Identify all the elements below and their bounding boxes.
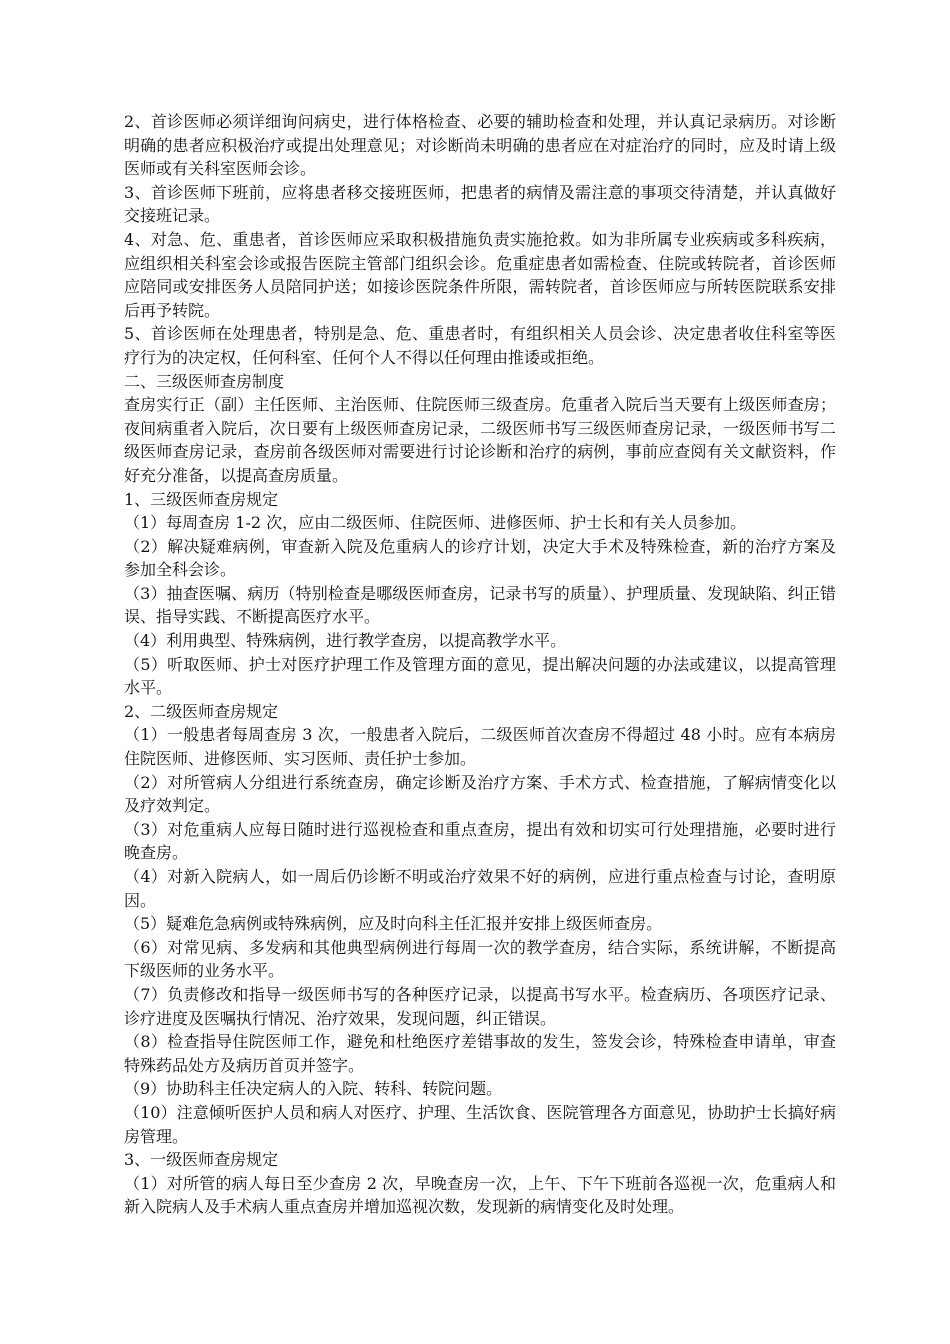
paragraph-ward-rounds-intro: 查房实行正（副）主任医师、主治医师、住院医师三级查房。危重者入院后当天要有上级医师查房；夜间病重者入院后，次日要有上级医师查房记录，二级医师书写三级医师查房记录，一级医师书写二级医师查房记录，查房前各级医师对需要进行讨论诊断和治疗的病例，事前应查阅有关文献资料，作好充分准备，以提高查房质量。 <box>124 395 836 485</box>
list-item-secondary-5: （5）疑难危急病例或特殊病例，应及时向科主任汇报并安排上级医师查房。 <box>124 914 663 934</box>
list-item-secondary-2: （2）对所管病人分组进行系统查房，确定诊断及治疗方案、手术方式、检查措施，了解病情变化以及疗效判定。 <box>124 772 836 816</box>
paragraph-first-visit-2: 2、首诊医师必须详细询问病史，进行体格检查、必要的辅助检查和处理，并认真记录病历。对诊断明确的患者应积极治疗或提出处理意见；对诊断尚未明确的患者应在对症治疗的同时，应及时请上级医师或有关科室医师会诊。 <box>124 112 836 179</box>
list-item-tertiary-4: （4）利用典型、特殊病例，进行教学查房，以提高教学水平。 <box>124 631 567 651</box>
list-item-tertiary-5: （5）听取医师、护士对医疗护理工作及管理方面的意见，提出解决问题的办法或建议，以提高管理水平。 <box>124 654 836 698</box>
subheading-tertiary-rounds: 1、三级医师查房规定 <box>124 489 279 509</box>
list-item-secondary-6: （6）对常见病、多发病和其他典型病例进行每周一次的教学查房，结合实际，系统讲解，不断提高下级医师的业务水平。 <box>124 937 836 981</box>
list-item-secondary-4: （4）对新入院病人，如一周后仍诊断不明或治疗效果不好的病例，应进行重点检查与讨论，查明原因。 <box>124 867 836 910</box>
paragraph-first-visit-3: 3、首诊医师下班前，应将患者移交接班医师，把患者的病情及需注意的事项交待清楚，并认真做好交接班记录。 <box>124 182 836 226</box>
document-body <box>124 110 836 1219</box>
list-item-secondary-7: （7）负责修改和指导一级医师书写的各种医疗记录，以提高书写水平。检查病历、各项医疗记录、诊疗进度及医嘱执行情况、治疗效果，发现问题，纠正错误。 <box>124 984 836 1028</box>
list-item-secondary-9: （9）协助科主任决定病人的入院、转科、转院问题。 <box>124 1079 503 1099</box>
paragraph-first-visit-5: 5、首诊医师在处理患者，特别是急、危、重患者时，有组织相关人员会诊、决定患者收住科室等医疗行为的决定权，任何科室、任何个人不得以任何理由推诿或拒绝。 <box>124 324 836 367</box>
subheading-secondary-rounds: 2、二级医师查房规定 <box>124 701 279 721</box>
list-item-tertiary-2: （2）解决疑难病例，审查新入院及危重病人的诊疗计划，决定大手术及特殊检查，新的治疗方案及参加全科会诊。 <box>124 536 836 580</box>
list-item-secondary-10: （10）注意倾听医护人员和病人对医疗、护理、生活饮食、医院管理各方面意见，协助护士长搞好病房管理。 <box>124 1102 836 1146</box>
list-item-tertiary-1: （1）每周查房 1-2 次，应由二级医师、住院医师、进修医师、护士长和有关人员参加。 <box>124 513 747 533</box>
list-item-secondary-8: （8）检查指导住院医师工作，避免和杜绝医疗差错事故的发生，签发会诊，特殊检查申请单，审查特殊药品处方及病历首页并签字。 <box>124 1032 836 1075</box>
list-item-tertiary-3: （3）抽查医嘱、病历（特别检查是哪级医师查房，记录书写的质量）、护理质量、发现缺陷、纠正错误、指导实践、不断提高医疗水平。 <box>124 583 836 627</box>
section-heading-ward-rounds: 二、三级医师查房制度 <box>124 371 285 391</box>
list-item-secondary-1: （1）一般患者每周查房 3 次，一般患者入院后，二级医师首次查房不得超过 48 小时。应有本病房住院医师、进修医师、实习医师、责任护士参加。 <box>124 725 836 769</box>
subheading-primary-rounds: 3、一级医师查房规定 <box>124 1150 279 1170</box>
paragraph-first-visit-4: 4、对急、危、重患者，首诊医师应采取积极措施负责实施抢救。如为非所属专业疾病或多科疾病，应组织相关科室会诊或报告医院主管部门组织会诊。危重症患者如需检查、住院或转院者，首诊医师应陪同或安排医务人员陪同护送；如接诊医院条件所限，需转院者，首诊医师应与所转医院联系安排后再予转院。 <box>124 229 836 320</box>
list-item-primary-1: （1）对所管的病人每日至少查房 2 次，早晚查房一次，上午、下午下班前各巡视一次，危重病人和新入院病人及手术病人重点查房并增加巡视次数，发现新的病情变化及时处理。 <box>124 1173 836 1217</box>
list-item-secondary-3: （3）对危重病人应每日随时进行巡视检查和重点查房，提出有效和切实可行处理措施，必要时进行晚查房。 <box>124 819 836 863</box>
